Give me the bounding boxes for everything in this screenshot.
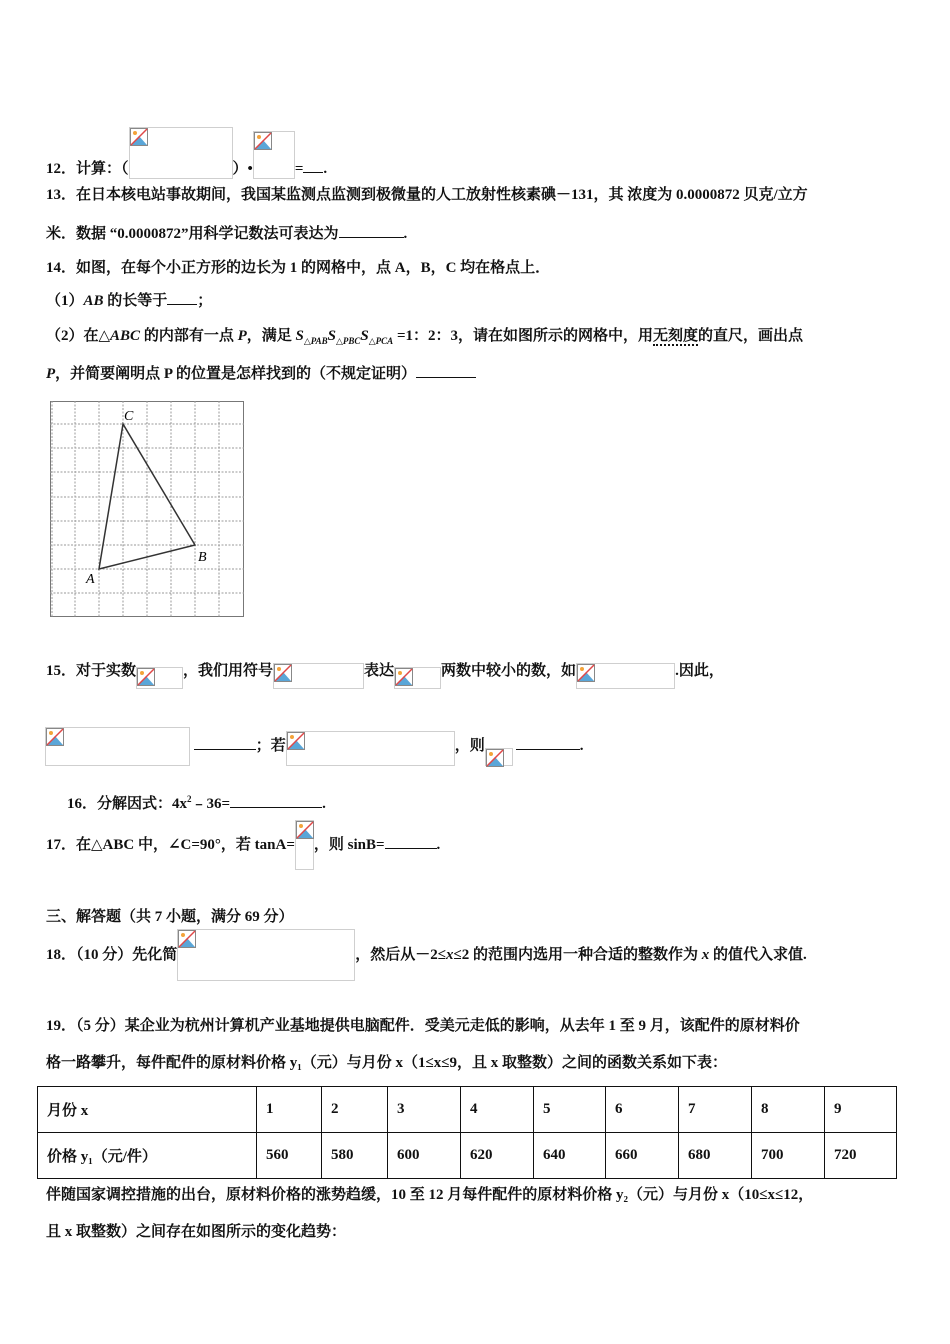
broken-image-icon <box>137 668 155 686</box>
q-text: 米．数据 “0.0000872”用科学记数法可表达为 <box>46 226 339 242</box>
var-x: x <box>446 947 454 963</box>
table-cell: 660 <box>606 1133 679 1179</box>
period: . <box>323 161 328 177</box>
segment-ab: AB <box>83 293 104 309</box>
q-text: .因此， <box>675 663 724 679</box>
q-text: ，然后从－2≤ <box>355 947 446 963</box>
q-text: 表达 <box>364 663 395 679</box>
broken-image <box>253 131 295 179</box>
q-text: 两数中较小的数，如 <box>441 663 577 679</box>
answer-blank <box>416 363 476 378</box>
broken-image-icon <box>395 668 413 686</box>
q-text: ，则 sinB= <box>313 837 385 853</box>
answer-blank <box>230 793 322 808</box>
broken-image <box>286 731 455 766</box>
period: . <box>403 226 408 242</box>
q-number: 12． <box>46 161 77 177</box>
broken-image-icon <box>296 821 314 839</box>
broken-image <box>394 667 441 689</box>
question-19-line3: 伴随国家调控措施的出台，原材料价格的涨势趋缓，10 至 12 月每件配件的原材料价格 y₂（元）与月份 x（10≤x≤12， <box>46 1187 814 1203</box>
var-x: x <box>701 947 710 963</box>
label-b: B <box>198 550 207 565</box>
table-cell: 560 <box>257 1133 322 1179</box>
broken-image-icon <box>254 132 272 150</box>
question-14-line3 <box>46 363 476 384</box>
broken-image <box>177 929 355 981</box>
table-cell: 价格 y₁（元/件） <box>38 1133 257 1179</box>
broken-image <box>295 820 314 870</box>
broken-image <box>485 748 513 766</box>
q-text: 15．对于实数 <box>46 663 137 679</box>
q-text: ，我们用符号 <box>183 663 274 679</box>
question-18 <box>46 929 807 981</box>
area-symbol: S <box>295 328 304 344</box>
area-sub: △PAB <box>303 336 328 346</box>
question-16 <box>67 789 326 814</box>
question-13-line1: 13．在日本核电站事故期间，我国某监测点监测到极微量的人工放射性核素碘－131，其 浓度为 0.0000872 贝克/立方 <box>46 187 808 203</box>
table-row <box>38 1087 897 1133</box>
paren-dot: ）• <box>232 161 253 177</box>
table-cell: 7 <box>679 1087 752 1133</box>
answer-blank <box>167 290 197 305</box>
grid-triangle-figure <box>50 401 244 617</box>
table-cell: 600 <box>388 1133 461 1179</box>
broken-image <box>136 667 183 689</box>
broken-image <box>129 127 233 179</box>
section-heading: 三、解答题（共 7 小题，满分 69 分） <box>46 909 294 925</box>
table-cell: 8 <box>752 1087 825 1133</box>
label-c: C <box>124 409 134 424</box>
table-cell: 720 <box>825 1133 897 1179</box>
question-12 <box>46 127 327 179</box>
equals: = <box>294 161 304 177</box>
q-text: 的内部有一点 <box>140 328 238 344</box>
q-text: ；若 <box>255 738 286 754</box>
question-19-line1: 19．（5 分）某企业为杭州计算机产业基地提供电脑配件．受美元走低的影响，从去年 1 至 9 月，该配件的原材料价 <box>46 1018 800 1034</box>
table-cell: 620 <box>461 1133 534 1179</box>
part-label: （1） <box>46 293 84 309</box>
table-cell: 3 <box>388 1087 461 1133</box>
broken-image <box>45 727 190 766</box>
answer-blank <box>385 834 437 849</box>
table-cell: 月份 x <box>38 1087 257 1133</box>
question-13-line2 <box>46 223 407 244</box>
table-cell: 9 <box>825 1087 897 1133</box>
q-text: 的值代入求值. <box>709 947 807 963</box>
area-symbol: S <box>327 328 336 344</box>
table-cell: 640 <box>534 1133 606 1179</box>
period: . <box>322 796 326 812</box>
table-cell: 6 <box>606 1087 679 1133</box>
table-cell: 5 <box>534 1087 606 1133</box>
table-cell: 2 <box>322 1087 388 1133</box>
q-text: ，并简要阐明点 P 的位置是怎样找到的（不规定证明） <box>55 366 417 382</box>
question-14-part1 <box>46 290 212 311</box>
question-17 <box>46 820 440 870</box>
question-15-line1 <box>46 653 724 689</box>
broken-image-icon <box>178 930 196 948</box>
point-p: P <box>46 366 56 382</box>
question-15-line2 <box>45 726 584 766</box>
question-19-line4: 且 x 取整数）之间存在如图所示的变化趋势： <box>46 1224 347 1240</box>
table-cell: 1 <box>257 1087 322 1133</box>
triangle-abc: ABC <box>110 328 141 344</box>
emphasis-text: 无刻度 <box>653 328 699 344</box>
q-text: 的长等于 <box>103 293 168 309</box>
point-p: P <box>237 328 247 344</box>
broken-image-icon <box>577 664 595 682</box>
broken-image-icon <box>130 128 148 146</box>
broken-image-icon <box>274 664 292 682</box>
q-text: ，则 <box>454 738 485 754</box>
answer-blank <box>339 223 404 238</box>
answer-blank <box>194 735 256 750</box>
semicolon: ； <box>197 293 213 309</box>
broken-image-icon <box>46 728 64 746</box>
q-text: ﹣36= <box>191 796 231 812</box>
table-cell: 680 <box>679 1133 752 1179</box>
question-19-line2: 格一路攀升，每件配件的原材料价格 y₁（元）与月份 x（1≤x≤9，且 x 取整数）之间的函数关系如下表： <box>46 1055 727 1071</box>
exponent: 2 <box>187 794 192 804</box>
q-text: ≤2 的范围内选用一种合适的整数作为 <box>453 947 702 963</box>
broken-image <box>273 663 364 689</box>
table-row <box>38 1133 897 1179</box>
broken-image-icon <box>486 749 504 767</box>
q-text: 18．（10 分）先化简 <box>46 947 178 963</box>
price-table <box>37 1086 897 1179</box>
area-sub: △PCA <box>368 336 394 346</box>
table-cell: 700 <box>752 1133 825 1179</box>
answer-blank <box>303 158 323 173</box>
period: . <box>579 738 584 754</box>
table-cell: 580 <box>322 1133 388 1179</box>
answer-blank <box>516 735 580 750</box>
paren: （ <box>121 161 129 177</box>
q-text: 的直尺，画出点 <box>698 328 804 344</box>
broken-image <box>576 663 675 689</box>
q-text: 17．在△ABC 中，∠C=90°，若 tanA= <box>46 837 295 853</box>
period: . <box>436 837 441 853</box>
question-14-part2 <box>46 326 803 351</box>
broken-image-icon <box>287 732 305 750</box>
q-text: 16．分解因式：4x <box>67 796 188 812</box>
area-sub: △PBC <box>335 336 361 346</box>
label-a: A <box>86 572 95 587</box>
table-cell: 4 <box>461 1087 534 1133</box>
q-text: （2）在△ <box>46 328 111 344</box>
q-text: =1：2：3，请在如图所示的网格中，用 <box>393 328 653 344</box>
question-14-line1: 14．如图，在每个小正方形的边长为 1 的网格中，点 A，B，C 均在格点上． <box>46 260 551 276</box>
area-symbol: S <box>360 328 369 344</box>
q-label: 计算： <box>76 161 122 177</box>
q-text: ，满足 <box>246 328 296 344</box>
